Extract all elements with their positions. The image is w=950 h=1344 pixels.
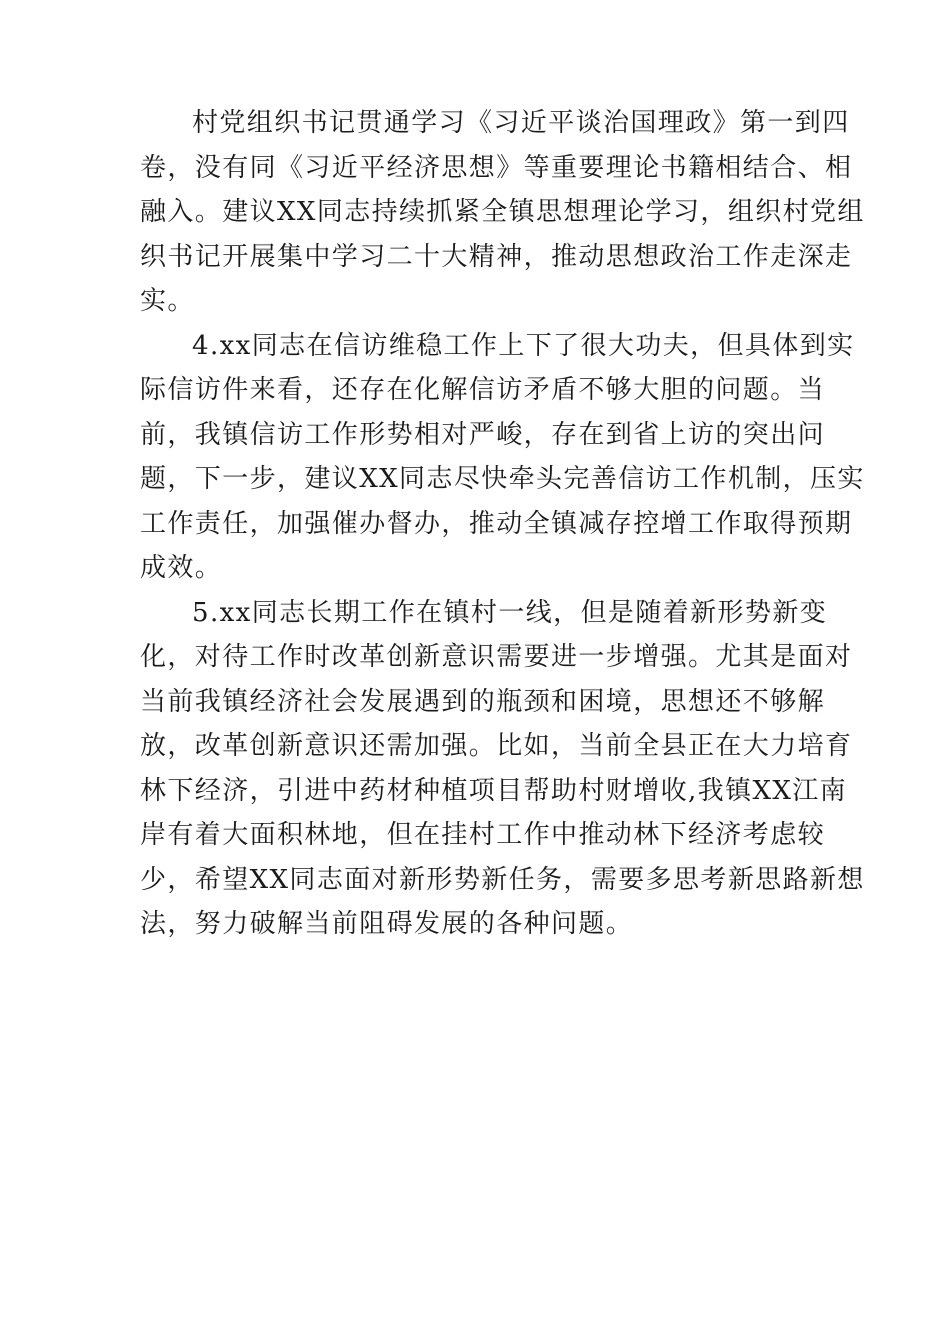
text-line: 少，希望XX同志面对新形势新任务，需要多思考新思路新想 (140, 864, 865, 895)
document-body (140, 101, 865, 947)
text-line: 岸有着大面积林地，但在挂村工作中推动林下经济考虑较 (140, 820, 826, 850)
text-line: 当前我镇经济社会发展遇到的瓶颈和困境，思想还不够解 (140, 686, 826, 717)
text-line: 4.xx同志在信访维稳工作上下了很大功夫，但具体到实 (192, 330, 855, 361)
paragraph-study-theory (140, 101, 865, 324)
text-line: 织书记开展集中学习二十大精神，推动思想政治工作走深走 (140, 241, 853, 272)
text-line: 实。 (140, 286, 195, 316)
text-line: 法，努力破解当前阻碍发展的各种问题。 (140, 909, 634, 939)
text-line: 工作责任，加强催办督办，推动全镇减存控增工作取得预期 (140, 508, 853, 539)
paragraph-item-5-reform-innovation (140, 591, 865, 947)
text-line: 前，我镇信访工作形势相对严峻，存在到省上访的突出问 (140, 419, 826, 450)
paragraph-item-4-petition-work (140, 324, 865, 591)
text-line: 题，下一步，建议XX同志尽快牵头完善信访工作机制，压实 (140, 464, 865, 494)
text-line: 卷，没有同《习近平经济思想》等重要理论书籍相结合、相 (140, 152, 853, 183)
text-line: 林下经济，引进中药材种植项目帮助村财增收,我镇XX江南 (140, 775, 848, 806)
text-line: 成效。 (140, 553, 223, 583)
text-line: 村党组织书记贯通学习《习近平谈治国理政》第一到四 (192, 108, 850, 138)
text-line: 5.xx同志长期工作在镇村一线，但是随着新形势新变 (192, 597, 828, 628)
text-line: 融入。建议XX同志持续抓紧全镇思想理论学习，组织村党组 (140, 197, 865, 227)
text-line: 放，改革创新意识还需加强。比如，当前全县正在大力培育 (140, 731, 853, 761)
text-line: 化，对待工作时改革创新意识需要进一步增强。尤其是面对 (140, 642, 853, 672)
text-line: 际信访件来看，还存在化解信访矛盾不够大胆的问题。当 (140, 375, 826, 405)
